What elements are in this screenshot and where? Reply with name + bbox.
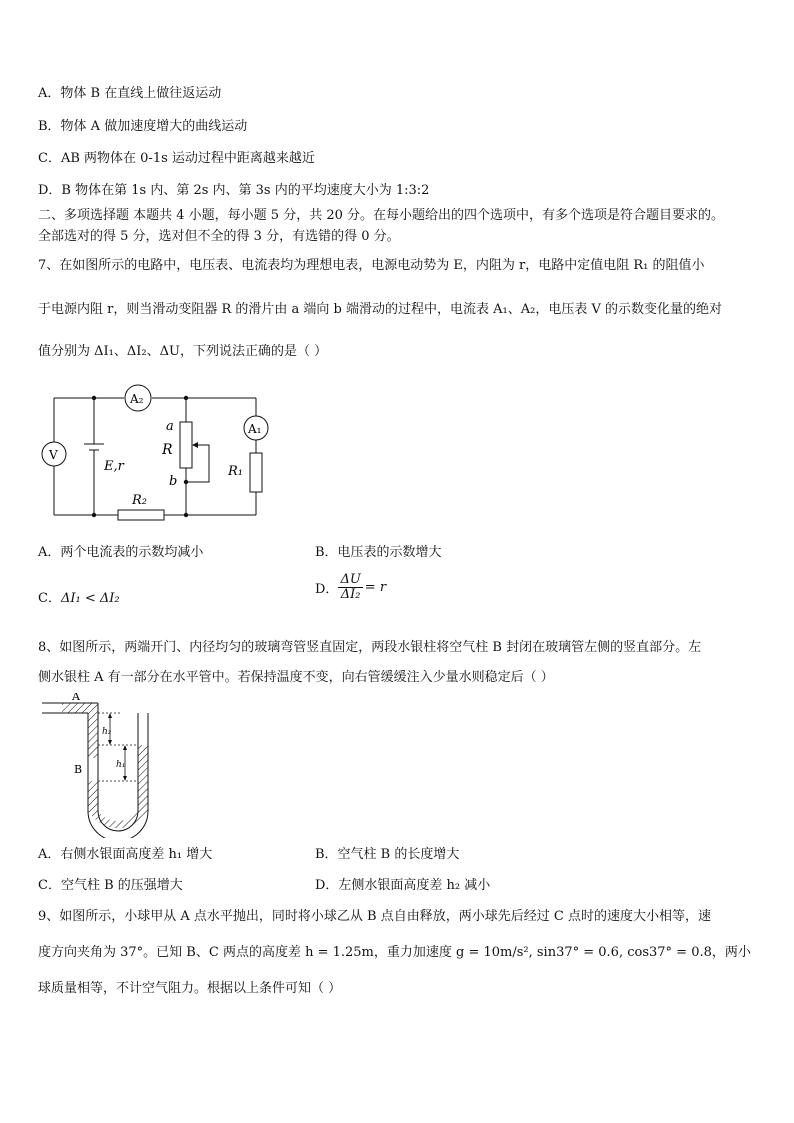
label-r2: R₂ bbox=[132, 493, 147, 508]
q7-option-c-label: C． bbox=[38, 591, 61, 606]
q8-option-b: B．空气柱 B 的长度增大 bbox=[315, 847, 460, 862]
label-a1: A₁ bbox=[248, 422, 262, 436]
label-r1: R₁ bbox=[228, 464, 243, 479]
label-tube-a: A bbox=[72, 693, 80, 703]
label-h1: h₁ bbox=[116, 760, 126, 770]
q7-option-d-fraction bbox=[338, 573, 362, 602]
q8-line1: 8、如图所示，两端开门、内径均匀的玻璃弯管竖直固定，两段水银柱将空气柱 B 封闭在玻璃管左侧的竖直部分。左 bbox=[38, 640, 702, 655]
q7-option-d bbox=[315, 573, 386, 602]
prev-option-d: D．B 物体在第 1s 内、第 2s 内、第 3s 内的平均速度大小为 1:3:2 bbox=[38, 183, 430, 198]
prev-option-a: A．物体 B 在直线上做往返运动 bbox=[38, 86, 222, 101]
label-tube-b: B bbox=[74, 763, 83, 776]
q7-option-a: A．两个电流表的示数均减小 bbox=[38, 545, 204, 560]
prev-option-c: C．AB 两物体在 0-1s 运动过程中距离越来越近 bbox=[38, 151, 315, 166]
q7-option-c bbox=[38, 587, 120, 606]
q8-option-c: C．空气柱 B 的压强增大 bbox=[38, 878, 183, 893]
q8-option-d: D．左侧水银面高度差 h₂ 减小 bbox=[315, 878, 491, 893]
q7-option-d-denominator: ΔI₂ bbox=[340, 587, 361, 602]
q7-line3: 值分别为 ΔI₁、ΔI₂、ΔU，下列说法正确的是（ ） bbox=[38, 344, 328, 359]
q7-line2: 于电源内阻 r，则当滑动变阻器 R 的滑片由 a 端向 b 端滑动的过程中，电流表 A₁、A₂，电压表 V 的示数变化量的绝对 bbox=[38, 302, 722, 317]
q7-option-b: B．电压表的示数增大 bbox=[315, 545, 442, 560]
q9-line1: 9、如图所示，小球甲从 A 点水平抛出，同时将小球乙从 B 点自由释放，两小球先后经过 C 点时的速度大小相等，速 bbox=[38, 909, 711, 924]
label-a: a bbox=[166, 419, 174, 434]
q7-option-c-expr: ΔI₁ < ΔI₂ bbox=[60, 591, 120, 606]
q8-line2: 侧水银柱 A 有一部分在水平管中。若保持温度不变，向右管缓缓注入少量水则稳定后（ ） bbox=[38, 670, 554, 685]
label-b: b bbox=[169, 474, 178, 489]
label-v: V bbox=[49, 448, 58, 462]
q7-option-d-label: D． bbox=[315, 582, 339, 597]
q7-line1: 7、在如图所示的电路中，电压表、电流表均为理想电表，电源电动势为 E，内阻为 r，电路中定值电阻 R₁ 的阻值小 bbox=[38, 258, 705, 273]
label-er: E,r bbox=[104, 459, 124, 474]
circuit-diagram bbox=[34, 382, 284, 527]
q9-line3: 球质量相等，不计空气阻力。根据以上条件可知（ ） bbox=[38, 981, 342, 996]
section2-line2: 全部选对的得 5 分，选对但不全的得 3 分，有选错的得 0 分。 bbox=[38, 229, 400, 244]
section2-line1: 二、多项选择题 本题共 4 小题，每小题 5 分，共 20 分。在每小题给出的四个选项中，有多个选项是符合题目要求的。 bbox=[38, 208, 725, 223]
q7-option-d-rhs: = r bbox=[364, 580, 387, 595]
label-a2: A₂ bbox=[130, 392, 144, 406]
q8-option-a: A．右侧水银面高度差 h₁ 增大 bbox=[38, 847, 213, 862]
label-h2: h₂ bbox=[102, 727, 112, 737]
prev-option-b: B．物体 A 做加速度增大的曲线运动 bbox=[38, 119, 248, 134]
label-r: R bbox=[162, 442, 173, 458]
q7-option-d-numerator: ΔU bbox=[340, 572, 361, 587]
q9-line2: 度方向夹角为 37°。已知 B、C 两点的高度差 h = 1.25m，重力加速度 g = 10m/s², sin37° = 0.6, cos37° = 0.8，两小 bbox=[38, 945, 751, 960]
u-tube-diagram bbox=[38, 693, 158, 838]
